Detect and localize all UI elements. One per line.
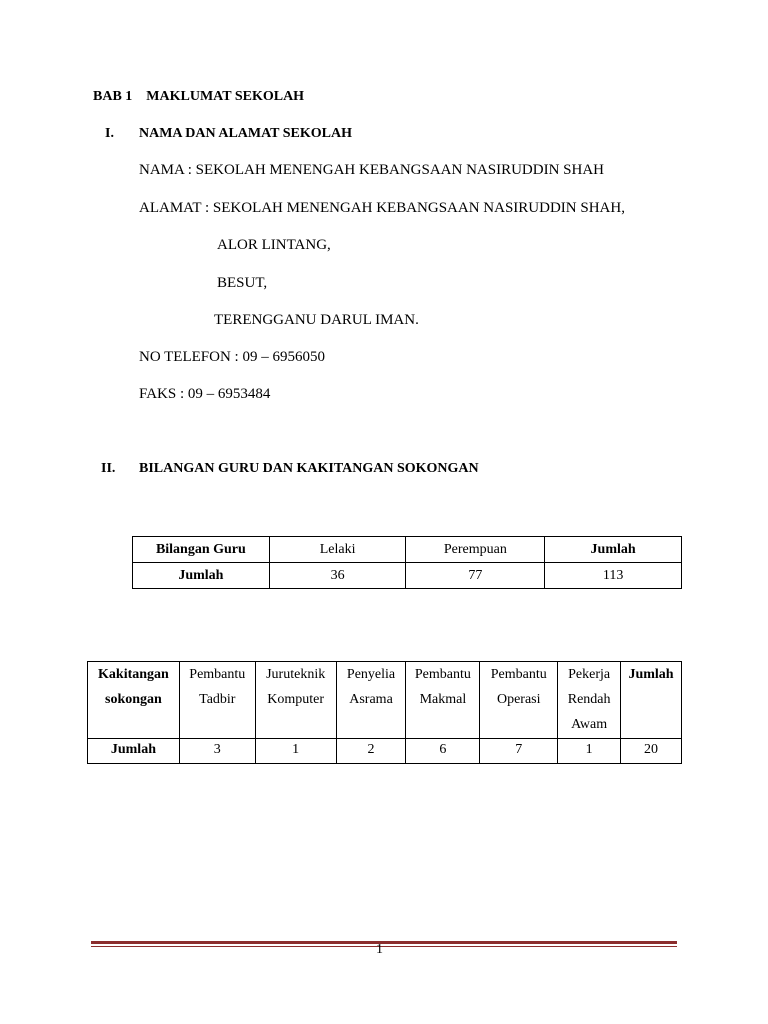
phone-number: NO TELEFON : 09 – 6956050 — [139, 349, 325, 365]
address-line-3: BESUT, — [217, 275, 268, 291]
header-line: Pembantu — [414, 667, 471, 682]
table-header-cell: Jumlah — [545, 537, 682, 563]
table-cell: 3 — [179, 739, 255, 764]
section-1-heading: NAMA DAN ALAMAT SEKOLAH — [139, 126, 353, 141]
section-1-numeral: I. — [105, 126, 114, 141]
table-header-row — [133, 537, 682, 563]
header-line: Kakitangan — [98, 667, 169, 682]
table-row — [88, 739, 682, 764]
header-line: Rendah — [567, 692, 611, 707]
address-line-2: ALOR LINTANG, — [217, 237, 331, 253]
table-header-cell — [480, 662, 558, 739]
table-header-cell — [336, 662, 406, 739]
chapter-number: BAB 1 — [93, 89, 133, 104]
teacher-count-table — [132, 536, 682, 589]
header-line: Makmal — [419, 692, 467, 707]
table-cell: 36 — [269, 563, 406, 589]
table-cell: 6 — [406, 739, 480, 764]
header-line: Penyelia — [346, 667, 396, 682]
table-cell: 7 — [480, 739, 558, 764]
table-header-cell — [255, 662, 336, 739]
table-header-cell: Bilangan Guru — [133, 537, 270, 563]
footer-rule-thin — [91, 946, 677, 947]
header-line: Juruteknik — [266, 667, 326, 682]
table-header-cell: Perempuan — [406, 537, 545, 563]
table-cell: 1 — [255, 739, 336, 764]
footer-rule — [91, 941, 677, 944]
support-staff-table — [87, 661, 682, 764]
page-number: 1 — [376, 942, 383, 957]
header-line: Asrama — [349, 692, 393, 707]
section-2-heading: BILANGAN GURU DAN KAKITANGAN SOKONGAN — [139, 461, 479, 476]
table-header-row — [88, 662, 682, 739]
table-header-cell — [88, 662, 180, 739]
address-line-1: ALAMAT : SEKOLAH MENENGAH KEBANGSAAN NASIRUDDIN SHAH, — [139, 200, 625, 216]
table-header-cell: Lelaki — [269, 537, 406, 563]
table-header-cell — [558, 662, 621, 739]
chapter-heading — [93, 89, 304, 105]
header-line: Komputer — [267, 692, 325, 707]
header-line: Awam — [571, 717, 608, 732]
table-cell: Jumlah — [133, 563, 270, 589]
header-line: Pembantu — [490, 667, 547, 682]
header-line: Operasi — [496, 692, 541, 707]
table-header-cell — [179, 662, 255, 739]
address-line-4: TERENGGANU DARUL IMAN. — [214, 312, 419, 328]
table-cell: 2 — [336, 739, 406, 764]
table-cell: 1 — [558, 739, 621, 764]
table-cell: Jumlah — [88, 739, 180, 764]
table-cell: 20 — [621, 739, 682, 764]
chapter-title: MAKLUMAT SEKOLAH — [146, 89, 305, 104]
table-cell: 77 — [406, 563, 545, 589]
header-line: Jumlah — [628, 667, 674, 682]
header-line: Pekerja — [568, 667, 611, 682]
table-header-cell — [621, 662, 682, 739]
header-line: Pembantu — [189, 667, 246, 682]
header-line: sokongan — [105, 692, 162, 707]
table-row — [133, 563, 682, 589]
section-2-numeral: II. — [101, 461, 116, 476]
table-cell: 113 — [545, 563, 682, 589]
school-name: NAMA : SEKOLAH MENENGAH KEBANGSAAN NASIRUDDIN SHAH — [139, 162, 605, 178]
header-line: Tadbir — [199, 692, 236, 707]
table-header-cell — [406, 662, 480, 739]
fax-number: FAKS : 09 – 6953484 — [139, 386, 271, 402]
